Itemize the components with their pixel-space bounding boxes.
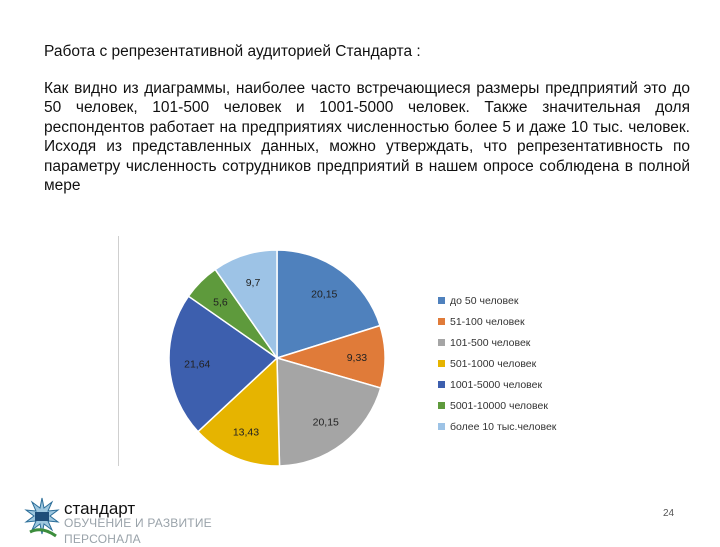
legend-item-3 xyxy=(438,353,556,374)
legend-item-0 xyxy=(438,290,556,311)
pie-data-label-1: 9,33 xyxy=(346,352,368,365)
pie-chart xyxy=(118,236,580,466)
legend-swatch xyxy=(438,423,445,430)
legend-label: до 50 человек xyxy=(450,294,519,307)
legend-swatch xyxy=(438,360,445,367)
pie-data-label-2: 20,15 xyxy=(312,416,339,429)
pie-data-label-3: 13,43 xyxy=(232,426,260,439)
legend-swatch xyxy=(438,297,445,304)
legend-label: более 10 тыс.человек xyxy=(450,420,557,433)
legend-item-2 xyxy=(438,332,556,353)
slide-body-text: Как видно из диаграммы, наиболее часто встречающиеся размеры предприятий это до 50 человек, 101-500 человек и 1001-5000 человек. Также значительная доля респондентов работает на предприятиях численностью более 5 и даже 10 тыс. человек. Исходя из представленных данных, можно утверждать, что репрезентативность по параметру численность сотрудников предприятий в нашем опросе соблюдена в полной мере xyxy=(44,80,690,195)
brand-name: стандарт xyxy=(64,499,136,518)
pie-data-label-4: 21,64 xyxy=(184,358,211,371)
legend-item-1 xyxy=(438,311,556,332)
slide-title: Работа с репрезентативной аудиторией Стандарта : xyxy=(44,43,421,60)
legend-label: 101-500 человек xyxy=(450,336,531,349)
page-number: 24 xyxy=(663,508,675,519)
pie-data-label-5: 5,6 xyxy=(213,296,228,309)
legend-label: 51-100 человек xyxy=(450,315,525,328)
legend-label: 501-1000 человек xyxy=(450,357,537,370)
legend-swatch xyxy=(438,339,445,346)
chart-legend xyxy=(438,290,556,437)
brand-tagline: ОБУЧЕНИЕ И РАЗВИТИЕ ПЕРСОНАЛА xyxy=(64,516,212,546)
legend-item-5 xyxy=(438,395,556,416)
legend-item-4 xyxy=(438,374,556,395)
pie-data-label-6: 9,7 xyxy=(245,276,261,289)
legend-label: 1001-5000 человек xyxy=(450,378,543,391)
legend-swatch xyxy=(438,381,445,388)
legend-item-6 xyxy=(438,416,556,437)
legend-swatch xyxy=(438,402,445,409)
legend-label: 5001-10000 человек xyxy=(450,399,548,412)
legend-swatch xyxy=(438,318,445,325)
standart-logo-icon xyxy=(22,496,62,540)
pie-chart-plot xyxy=(118,236,418,466)
pie-data-label-0: 20,15 xyxy=(311,288,338,301)
